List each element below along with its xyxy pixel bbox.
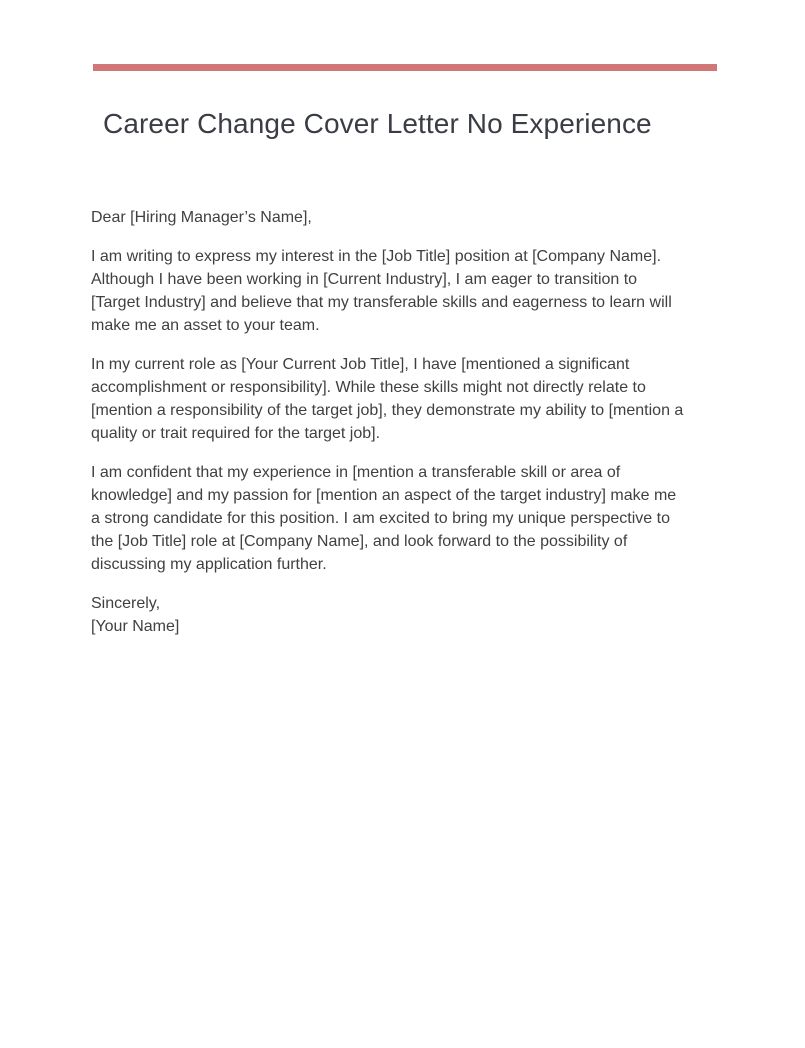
page-title: Career Change Cover Letter No Experience xyxy=(103,108,652,139)
accent-bar xyxy=(93,64,717,71)
paragraph-line: the [Job Title] role at [Company Name], and look forward to the possibility of xyxy=(91,533,628,550)
salutation: Dear [Hiring Manager’s Name], xyxy=(91,209,312,226)
paragraph-line: In my current role as [Your Current Job Title], I have [mentioned a significant xyxy=(91,356,630,373)
signature: [Your Name] xyxy=(91,618,180,635)
paragraph-line: I am confident that my experience in [mention a transferable skill or area of xyxy=(91,464,621,481)
paragraph-line: make me an asset to your team. xyxy=(91,317,320,334)
paragraph-line: knowledge] and my passion for [mention an aspect of the target industry] make me xyxy=(91,487,677,504)
paragraph-3 xyxy=(91,461,691,576)
paragraph-line: discussing my application further. xyxy=(91,556,327,573)
paragraph-line: a strong candidate for this position. I am excited to bring my unique perspective to xyxy=(91,510,670,527)
paragraph-line: accomplishment or responsibility]. While these skills might not directly relate to xyxy=(91,379,646,396)
paragraph-line: [mention a responsibility of the target job], they demonstrate my ability to [mention a xyxy=(91,402,684,419)
paragraph-line: Although I have been working in [Current Industry], I am eager to transition to xyxy=(91,271,638,288)
paragraph-2 xyxy=(91,353,691,445)
paragraph-1 xyxy=(91,245,691,337)
paragraph-line: I am writing to express my interest in the [Job Title] position at [Company Name]. xyxy=(91,248,662,265)
letter-body xyxy=(91,206,691,638)
closing: Sincerely, xyxy=(91,595,161,612)
paragraph-line: quality or trait required for the target job]. xyxy=(91,425,381,442)
closing-block xyxy=(91,592,691,638)
paragraph-line: [Target Industry] and believe that my transferable skills and eagerness to learn will xyxy=(91,294,672,311)
